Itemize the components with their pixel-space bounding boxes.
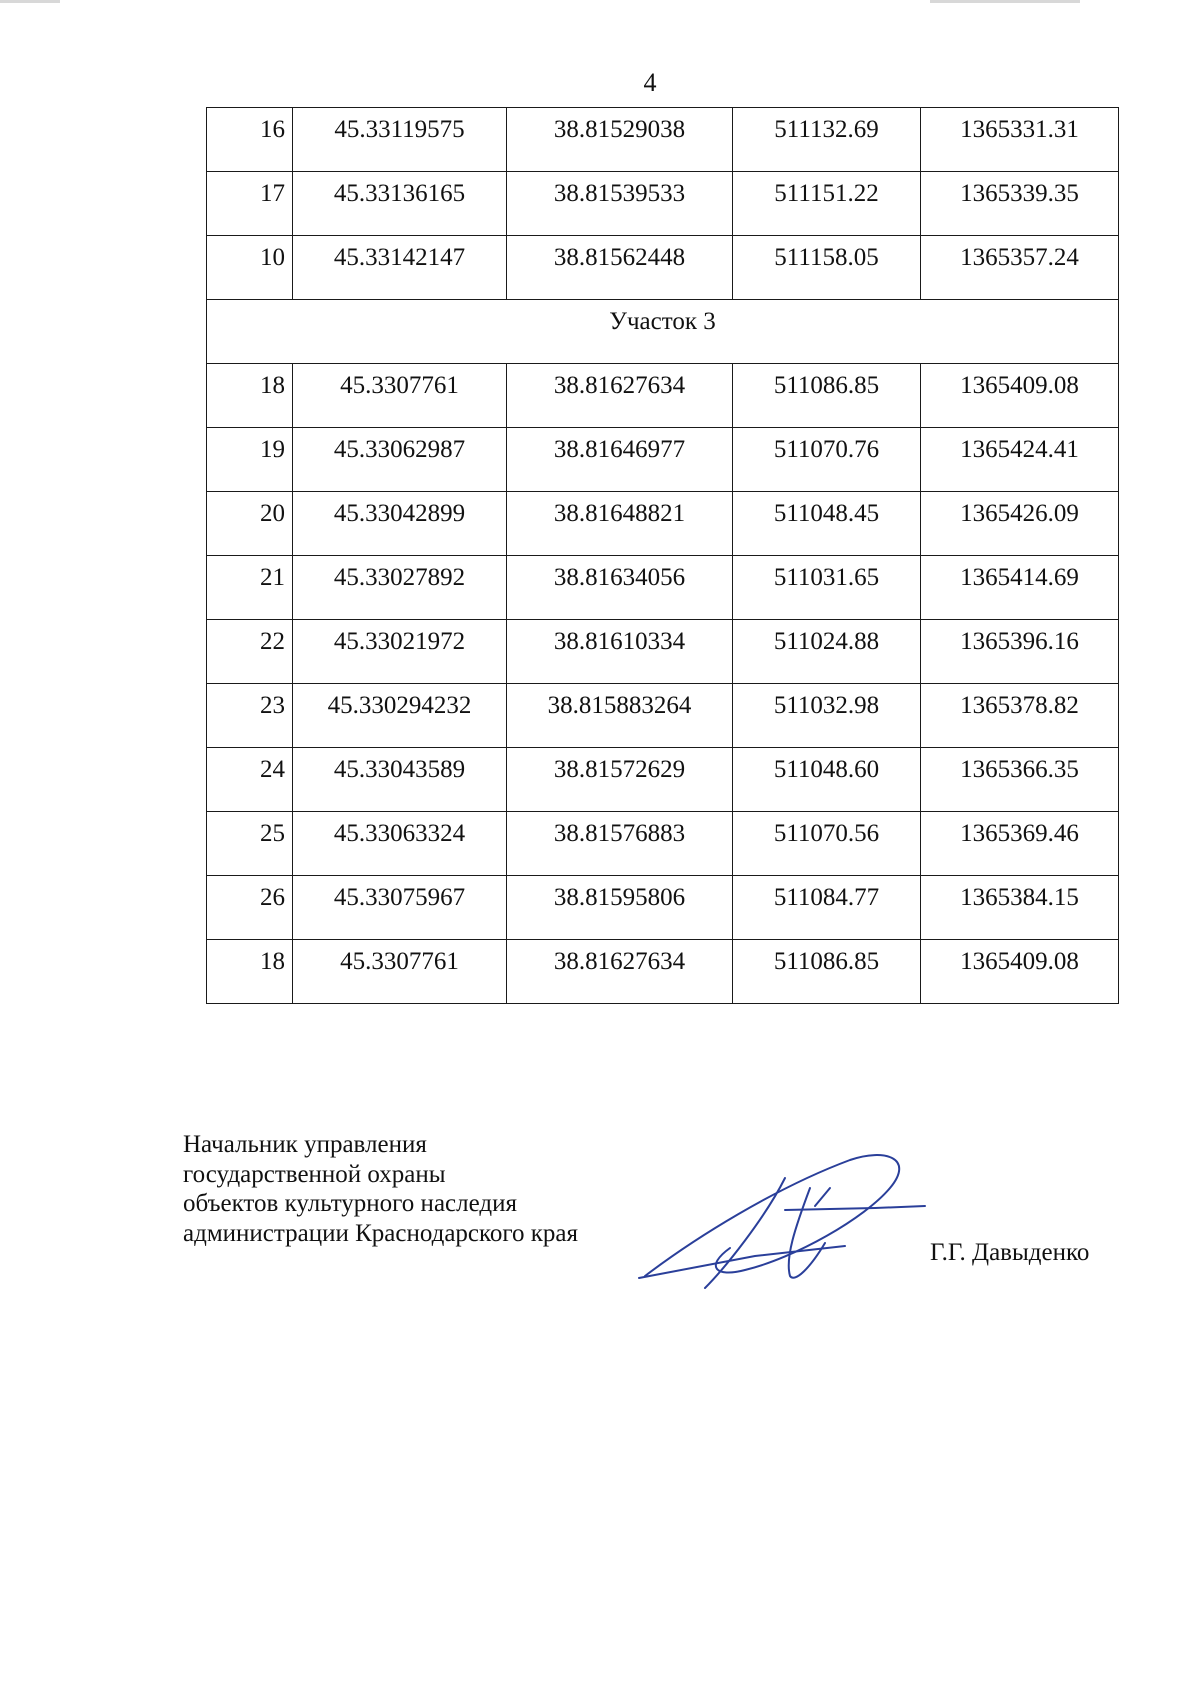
latitude-cell: 45.33021972 <box>293 620 507 684</box>
x-coordinate-cell: 511048.60 <box>733 748 921 812</box>
rows-after-section <box>207 364 1119 1004</box>
table-row <box>207 556 1119 620</box>
y-coordinate-cell: 1365426.09 <box>921 492 1119 556</box>
latitude-cell: 45.33043589 <box>293 748 507 812</box>
table-row <box>207 684 1119 748</box>
table-row <box>207 428 1119 492</box>
section-row <box>207 300 1119 364</box>
point-number-cell: 25 <box>207 812 293 876</box>
table-row <box>207 876 1119 940</box>
latitude-cell: 45.33042899 <box>293 492 507 556</box>
table-row <box>207 940 1119 1004</box>
longitude-cell: 38.81627634 <box>507 364 733 428</box>
coordinates-table <box>206 107 1119 1004</box>
handwritten-signature-icon <box>635 1148 935 1298</box>
position-line: Начальник управления <box>183 1131 427 1158</box>
signature-block <box>183 1130 578 1248</box>
table-row <box>207 620 1119 684</box>
longitude-cell: 38.81646977 <box>507 428 733 492</box>
point-number-cell: 24 <box>207 748 293 812</box>
y-coordinate-cell: 1365369.46 <box>921 812 1119 876</box>
latitude-cell: 45.330294232 <box>293 684 507 748</box>
scan-edge-left <box>0 0 60 3</box>
x-coordinate-cell: 511158.05 <box>733 236 921 300</box>
longitude-cell: 38.81576883 <box>507 812 733 876</box>
x-coordinate-cell: 511086.85 <box>733 940 921 1004</box>
latitude-cell: 45.33142147 <box>293 236 507 300</box>
point-number-cell: 22 <box>207 620 293 684</box>
position-line: государственной охраны <box>183 1160 446 1188</box>
table-row <box>207 492 1119 556</box>
signatory-name: Г.Г. Давыденко <box>930 1239 1090 1266</box>
section-header <box>207 300 1119 364</box>
y-coordinate-cell: 1365378.82 <box>921 684 1119 748</box>
point-number-cell: 17 <box>207 172 293 236</box>
latitude-cell: 45.3307761 <box>293 364 507 428</box>
latitude-cell: 45.33062987 <box>293 428 507 492</box>
y-coordinate-cell: 1365409.08 <box>921 940 1119 1004</box>
longitude-cell: 38.81529038 <box>507 108 733 172</box>
table-row <box>207 812 1119 876</box>
longitude-cell: 38.81562448 <box>507 236 733 300</box>
latitude-cell: 45.33119575 <box>293 108 507 172</box>
x-coordinate-cell: 511048.45 <box>733 492 921 556</box>
x-coordinate-cell: 511084.77 <box>733 876 921 940</box>
y-coordinate-cell: 1365384.15 <box>921 876 1119 940</box>
table-row <box>207 364 1119 428</box>
point-number-cell: 26 <box>207 876 293 940</box>
point-number-cell: 23 <box>207 684 293 748</box>
x-coordinate-cell: 511151.22 <box>733 172 921 236</box>
longitude-cell: 38.81634056 <box>507 556 733 620</box>
latitude-cell: 45.33063324 <box>293 812 507 876</box>
latitude-cell: 45.3307761 <box>293 940 507 1004</box>
longitude-cell: 38.81648821 <box>507 492 733 556</box>
latitude-cell: 45.33136165 <box>293 172 507 236</box>
point-number-cell: 21 <box>207 556 293 620</box>
latitude-cell: 45.33075967 <box>293 876 507 940</box>
longitude-cell: 38.81610334 <box>507 620 733 684</box>
y-coordinate-cell: 1365409.08 <box>921 364 1119 428</box>
y-coordinate-cell: 1365366.35 <box>921 748 1119 812</box>
table-row <box>207 748 1119 812</box>
longitude-cell: 38.81595806 <box>507 876 733 940</box>
table-row <box>207 172 1119 236</box>
scan-edge-right <box>930 0 1080 3</box>
x-coordinate-cell: 511070.76 <box>733 428 921 492</box>
rows-before-section <box>207 108 1119 300</box>
longitude-cell: 38.81572629 <box>507 748 733 812</box>
x-coordinate-cell: 511086.85 <box>733 364 921 428</box>
point-number-cell: 18 <box>207 940 293 1004</box>
y-coordinate-cell: 1365331.31 <box>921 108 1119 172</box>
x-coordinate-cell: 511070.56 <box>733 812 921 876</box>
longitude-cell: 38.815883264 <box>507 684 733 748</box>
position-line: администрации Краснодарского края <box>183 1219 579 1247</box>
y-coordinate-cell: 1365424.41 <box>921 428 1119 492</box>
section-title: Участок 3 <box>207 300 1119 364</box>
position-line: объектов культурного наследия <box>183 1190 517 1217</box>
y-coordinate-cell: 1365396.16 <box>921 620 1119 684</box>
point-number-cell: 18 <box>207 364 293 428</box>
table-row <box>207 108 1119 172</box>
y-coordinate-cell: 1365414.69 <box>921 556 1119 620</box>
point-number-cell: 19 <box>207 428 293 492</box>
latitude-cell: 45.33027892 <box>293 556 507 620</box>
x-coordinate-cell: 511024.88 <box>733 620 921 684</box>
longitude-cell: 38.81627634 <box>507 940 733 1004</box>
x-coordinate-cell: 511032.98 <box>733 684 921 748</box>
point-number-cell: 16 <box>207 108 293 172</box>
point-number-cell: 10 <box>207 236 293 300</box>
y-coordinate-cell: 1365357.24 <box>921 236 1119 300</box>
longitude-cell: 38.81539533 <box>507 172 733 236</box>
x-coordinate-cell: 511132.69 <box>733 108 921 172</box>
table-row <box>207 236 1119 300</box>
page-number: 4 <box>643 68 657 97</box>
y-coordinate-cell: 1365339.35 <box>921 172 1119 236</box>
point-number-cell: 20 <box>207 492 293 556</box>
x-coordinate-cell: 511031.65 <box>733 556 921 620</box>
